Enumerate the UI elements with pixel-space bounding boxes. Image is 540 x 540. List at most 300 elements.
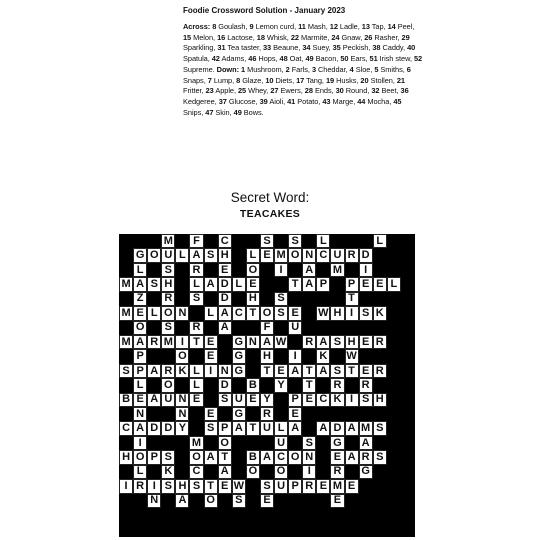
letter-cell: H [345,335,359,349]
letter-cell: W [233,479,244,492]
clue-answer: Gnaw [341,32,361,42]
letter-cell: S [189,292,203,306]
black-square [401,321,415,335]
clue-answer: Diets [275,75,293,85]
letter-cell: D [218,378,232,392]
black-square [204,378,218,392]
black-square [330,277,344,291]
letter-cell: S [161,479,175,493]
letter-cell: E [204,349,218,363]
black-square [345,407,359,421]
clue-entry: 41 Potato, [287,96,321,106]
clue-answer: Apple [215,86,234,96]
letter-cell: O [147,248,161,262]
black-square [260,522,274,536]
page-title: Foodie Crossword Solution - January 2023 [183,6,346,15]
black-square [302,321,316,335]
letter-cell: N [246,335,260,349]
black-square [175,378,189,392]
clue-entry: 44 Mocha, [357,96,392,106]
black-square [288,465,302,479]
clue-entry: 35 Peckish, [332,43,371,53]
black-square [147,292,161,306]
clue-number: 12 [329,22,338,31]
letter-cell: A [147,393,161,407]
black-square [232,292,246,306]
black-square [401,378,415,392]
clue-number: 2 [285,64,290,74]
letter-cell: E [246,277,260,291]
black-square [387,263,401,277]
black-square [133,234,147,248]
black-square [232,234,246,248]
letter-cell: L [316,234,330,248]
black-square [218,407,232,421]
letter-cell: L [387,277,401,291]
letter-cell: W [346,350,357,363]
letter-cell: L [175,248,189,262]
clue-answer: Kedgeree [183,96,215,106]
black-square [330,292,344,306]
clue-answer: Snips [183,107,202,117]
clue-entry: 22 Marmite, [290,32,330,42]
letter-cell: E [133,393,147,407]
letter-cell: K [330,393,344,407]
clue-answer: Marmite [300,32,328,42]
black-square [274,393,288,407]
black-square [175,522,189,536]
clue-answer: Bacon [315,54,337,64]
clue-entry: 45 Snips, [183,96,402,117]
letter-cell: A [133,277,147,291]
clue-answer: Beaune [273,43,299,53]
black-square [175,277,189,291]
clue-number: 14 [387,22,396,31]
black-square [119,494,133,508]
clue-entry: 31 Tea taster, [217,43,261,53]
black-square [246,508,260,522]
clue-number: 8 [212,22,217,31]
clue-number: 27 [270,86,279,96]
clue-entry: 38 Caddy, [372,43,406,53]
black-square [161,494,175,508]
letter-cell: A [345,421,359,435]
letter-cell: S [119,364,133,378]
letter-cell: U [274,436,288,450]
black-square [316,450,330,464]
letter-cell: M [274,248,288,262]
clue-answer: Smiths [380,64,403,74]
black-square [316,436,330,450]
black-square [147,508,161,522]
clue-entry: 46 Hops, [248,54,278,64]
letter-cell: G [330,436,344,450]
letter-cell: U [161,248,175,262]
black-square [401,465,415,479]
clue-number: 1 [241,64,246,74]
letter-cell: E [373,277,387,291]
black-square [175,263,189,277]
letter-cell: S [274,306,288,320]
black-square [373,349,387,363]
letter-cell: A [302,263,316,277]
clue-number: 48 [279,54,288,64]
letter-cell: E [302,393,316,407]
black-square [401,522,415,536]
black-square [302,349,316,363]
letter-cell: G [232,335,246,349]
letter-cell: I [274,263,288,277]
letter-cell: A [260,335,274,349]
clue-entry: 49 Bows. [233,107,264,117]
letter-cell: L [133,378,147,392]
letter-cell: R [345,248,359,262]
letter-cell: K [161,465,175,479]
letter-cell: U [161,393,175,407]
black-square [401,364,415,378]
clue-entry: 49 Bacon, [305,54,339,64]
clue-answer: Tap [371,22,384,31]
black-square [119,508,133,522]
letter-cell: E [204,335,218,349]
clue-answer: Lactose [227,32,253,42]
clue-answer: Supreme [183,64,213,74]
letter-cell: H [246,292,260,306]
letter-cell: R [161,364,175,378]
letter-cell: O [246,465,260,479]
letter-cell: S [359,393,373,407]
letter-cell: Y [274,378,288,392]
black-square [387,407,401,421]
black-square [232,378,246,392]
black-square [260,277,274,291]
black-square [189,407,203,421]
letter-cell: G [359,465,373,479]
black-square [260,378,274,392]
black-square [147,436,161,450]
across-label: Across: [183,22,211,31]
black-square [401,393,415,407]
clue-answer: Ends [314,86,332,96]
clue-number: 41 [287,96,296,106]
letter-cell: O [274,465,288,479]
letter-cell: D [161,421,175,435]
letter-cell: R [189,263,203,277]
clue-entry: 15 Melon, [183,32,216,42]
letter-cell: P [345,277,359,291]
clue-entry: 9 Lemon curd, [249,22,297,31]
black-square [387,494,401,508]
letter-cell: I [147,479,161,493]
black-square [401,349,415,363]
black-square [232,321,246,335]
clue-answer: Mocha [367,96,390,106]
clue-entry: 33 Beaune, [262,43,301,53]
letter-cell: R [189,321,203,335]
letter-cell: E [359,364,373,378]
black-square [302,494,316,508]
letter-cell: Y [175,421,189,435]
black-square [387,306,401,320]
black-square [189,306,203,320]
letter-cell: O [218,436,232,450]
letter-cell: E [330,494,344,508]
black-square [302,306,316,320]
letter-cell: R [373,364,387,378]
clue-answer: Peel [397,22,413,31]
clue-answer: Snaps [183,75,204,85]
black-square [345,494,359,508]
letter-cell: L [189,277,203,291]
clue-answer: Lemon curd [255,22,295,31]
clue-answer: Caddy [382,43,404,53]
black-square [387,248,401,262]
letter-cell: A [218,306,232,320]
clue-answer: Husks [336,75,357,85]
clue-number: 30 [335,86,344,96]
letter-cell: I [133,436,147,450]
black-square [387,292,401,306]
black-square [119,248,133,262]
letter-cell: D [359,248,373,262]
black-square [387,522,401,536]
letter-cell: T [246,421,260,435]
letter-cell: M [119,277,133,291]
black-square [387,321,401,335]
letter-cell: R [147,335,161,349]
black-square [147,349,161,363]
clue-number: 6 [406,64,411,74]
clue-entry: 19 Husks, [325,75,359,85]
clue-number: 17 [296,75,305,85]
letter-cell: O [161,378,175,392]
letter-cell: R [302,335,316,349]
black-square [119,321,133,335]
clue-answer: Potato [297,96,319,106]
black-square [387,349,401,363]
black-square [204,234,218,248]
letter-cell: S [260,234,274,248]
letter-cell: S [189,479,203,493]
black-square [232,508,246,522]
letter-cell: E [316,479,330,493]
black-square [288,508,302,522]
letter-cell: A [204,450,218,464]
clue-number: 47 [205,107,214,117]
black-square [147,321,161,335]
black-square [119,349,133,363]
letter-cell: C [218,234,232,248]
letter-cell: E [204,407,218,421]
letter-cell: D [330,421,344,435]
black-square [189,508,203,522]
letter-cell: Y [260,393,274,407]
black-square [345,263,359,277]
clue-number: 7 [207,75,212,85]
clue-number: 9 [249,22,254,31]
letter-cell: E [218,479,232,493]
letter-cell: P [133,349,147,363]
black-square [147,263,161,277]
black-square [316,465,330,479]
letter-cell: I [204,364,218,378]
letter-cell: H [330,306,344,320]
clue-number: 39 [259,96,268,106]
clue-answer: Fritter [183,86,202,96]
clue-number: 11 [298,22,306,31]
black-square [204,393,218,407]
clue-entry: 42 Adams, [211,54,247,64]
letter-cell: R [373,335,387,349]
letter-cell: A [232,421,246,435]
black-square [316,263,330,277]
clue-entry: 36 Kedgeree, [183,86,409,106]
black-square [246,436,260,450]
letter-cell: N [147,494,161,508]
solution-panel [183,6,423,118]
clue-answer: Melon [193,32,214,42]
black-square [232,522,246,536]
letter-cell: T [302,378,316,392]
clue-number: 51 [369,54,378,64]
clue-answer: Sloe [355,64,371,74]
letter-cell: T [189,335,203,349]
letter-cell: E [359,335,373,349]
clue-answer: Ewers [280,86,301,96]
letter-cell: R [260,407,274,421]
clue-entry: 1 Mushroom, [241,64,284,74]
letter-cell: O [161,306,175,320]
clue-entry: 51 Irish stew, [369,54,412,64]
black-square [345,465,359,479]
letter-cell: S [274,292,288,306]
clue-entry: 7 Lump, [207,75,235,85]
clue-number: 29 [401,32,410,42]
clue-entry: 37 Glucose, [218,96,258,106]
clue-answer: Bows [243,107,262,117]
clue-entry: 24 Gnaw, [331,32,363,42]
black-square [401,234,415,248]
clue-number: 40 [407,43,416,53]
letter-cell: H [175,479,189,493]
black-square [387,436,401,450]
black-square [359,234,373,248]
black-square [119,522,133,536]
black-square [401,248,415,262]
letter-cell: T [288,277,302,291]
black-square [316,378,330,392]
letter-cell: K [175,364,189,378]
clue-answer: Peckish [342,43,369,53]
clue-number: 24 [331,32,340,42]
black-square [189,349,203,363]
letter-cell: R [330,378,344,392]
letter-cell: L [189,364,203,378]
black-square [119,465,133,479]
letter-cell: T [204,479,218,493]
clue-answer: Mushroom [247,64,282,74]
black-square [373,292,387,306]
black-square [218,349,232,363]
letter-cell: O [288,450,302,464]
letter-cell: M [161,335,175,349]
black-square [204,263,218,277]
letter-cell: S [218,393,232,407]
letter-cell: S [359,306,373,320]
black-square [345,508,359,522]
letter-cell: U [232,393,246,407]
black-square [401,335,415,349]
letter-cell: C [189,465,203,479]
black-square [359,292,373,306]
clue-entry: 27 Ewers, [270,86,303,96]
letter-cell: E [218,263,232,277]
black-square [373,321,387,335]
clue-answer: Suey [312,43,329,53]
letter-cell: S [204,248,218,262]
clue-number: 52 [414,54,423,64]
letter-cell: N [175,393,189,407]
clue-answer: Stollen [370,75,393,85]
black-square [359,522,373,536]
black-square [401,494,415,508]
black-square [189,421,203,435]
letter-cell: H [373,393,387,407]
letter-cell: T [218,450,232,464]
clue-number: 5 [374,64,379,74]
letter-cell: W [318,306,329,319]
letter-cell: E [246,393,260,407]
letter-cell: A [288,364,302,378]
black-square [246,321,260,335]
black-square [359,479,373,493]
black-square [204,465,218,479]
letter-cell: O [288,248,302,262]
clue-entry: 32 Beet, [371,86,399,96]
black-square [232,263,246,277]
clue-answer: Hops [258,54,276,64]
letter-cell: R [359,450,373,464]
clue-number: 3 [311,64,316,74]
black-square [175,234,189,248]
letter-cell: P [288,393,302,407]
letter-cell: G [133,248,147,262]
black-square [345,378,359,392]
black-square [260,292,274,306]
letter-cell: A [345,450,359,464]
black-square [373,508,387,522]
letter-cell: R [133,479,147,493]
clue-answer: Rasher [374,32,398,42]
letter-cell: D [218,277,232,291]
black-square [246,407,260,421]
black-square [330,508,344,522]
letter-cell: M [330,479,344,493]
clue-number: 13 [361,22,370,31]
clue-answer: Goulash [218,22,246,31]
clue-answer: Mash [307,22,326,31]
black-square [274,407,288,421]
black-square [401,450,415,464]
black-square [373,378,387,392]
clue-answer: Whisk [266,32,287,42]
black-square [401,306,415,320]
clue-answer: Tea taster [227,43,259,53]
clue-entry: 20 Stollen, [360,75,395,85]
clue-number: 43 [322,96,331,106]
clue-number: 23 [205,86,214,96]
black-square [232,248,246,262]
